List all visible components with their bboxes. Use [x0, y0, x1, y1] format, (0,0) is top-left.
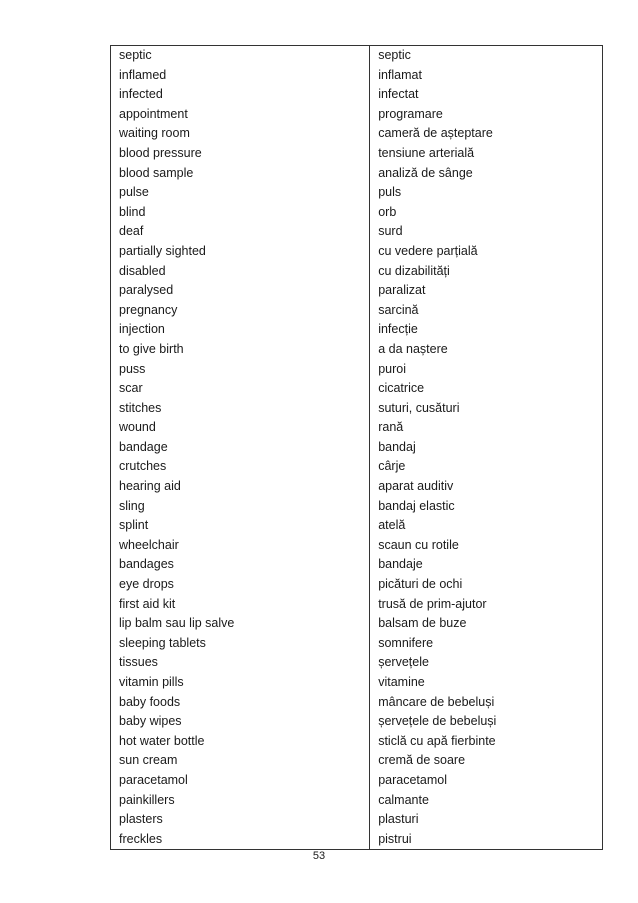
table-row: [111, 66, 603, 86]
romanian-term: puroi: [370, 360, 603, 380]
table-row: [111, 144, 603, 164]
english-term: sun cream: [111, 751, 370, 771]
english-term: septic: [111, 46, 370, 66]
romanian-term: bandaj: [370, 438, 603, 458]
english-term: disabled: [111, 262, 370, 282]
vocabulary-table: [110, 45, 603, 850]
romanian-term: paracetamol: [370, 771, 603, 791]
english-term: plasters: [111, 810, 370, 830]
romanian-term: cu dizabilități: [370, 262, 603, 282]
english-term: lip balm sau lip salve: [111, 614, 370, 634]
table-row: [111, 242, 603, 262]
table-row: [111, 555, 603, 575]
romanian-term: inflamat: [370, 66, 603, 86]
romanian-term: mâncare de bebeluși: [370, 693, 603, 713]
english-term: wheelchair: [111, 536, 370, 556]
english-term: stitches: [111, 399, 370, 419]
romanian-term: rană: [370, 418, 603, 438]
english-term: partially sighted: [111, 242, 370, 262]
english-term: tissues: [111, 653, 370, 673]
table-row: [111, 340, 603, 360]
english-term: paracetamol: [111, 771, 370, 791]
romanian-term: septic: [370, 46, 603, 66]
table-row: [111, 379, 603, 399]
english-term: deaf: [111, 222, 370, 242]
table-row: [111, 497, 603, 517]
romanian-term: atelă: [370, 516, 603, 536]
romanian-term: sticlă cu apă fierbinte: [370, 732, 603, 752]
table-row: [111, 320, 603, 340]
table-row: [111, 536, 603, 556]
romanian-term: analiză de sânge: [370, 164, 603, 184]
romanian-term: somnifere: [370, 634, 603, 654]
english-term: injection: [111, 320, 370, 340]
english-term: puss: [111, 360, 370, 380]
table-row: [111, 360, 603, 380]
english-term: pregnancy: [111, 301, 370, 321]
romanian-term: scaun cu rotile: [370, 536, 603, 556]
romanian-term: infecție: [370, 320, 603, 340]
romanian-term: programare: [370, 105, 603, 125]
page-number: 53: [312, 850, 326, 862]
romanian-term: bandaje: [370, 555, 603, 575]
english-term: bandages: [111, 555, 370, 575]
english-term: appointment: [111, 105, 370, 125]
english-term: crutches: [111, 457, 370, 477]
romanian-term: orb: [370, 203, 603, 223]
table-row: [111, 673, 603, 693]
table-row: [111, 281, 603, 301]
english-term: scar: [111, 379, 370, 399]
table-row: [111, 732, 603, 752]
english-term: paralysed: [111, 281, 370, 301]
english-term: baby foods: [111, 693, 370, 713]
romanian-term: cicatrice: [370, 379, 603, 399]
romanian-term: a da naștere: [370, 340, 603, 360]
romanian-term: vitamine: [370, 673, 603, 693]
table-row: [111, 46, 603, 66]
table-row: [111, 791, 603, 811]
english-term: splint: [111, 516, 370, 536]
table-row: [111, 164, 603, 184]
table-row: [111, 438, 603, 458]
table-row: [111, 751, 603, 771]
romanian-term: suturi, cusături: [370, 399, 603, 419]
table-row: [111, 693, 603, 713]
table-row: [111, 124, 603, 144]
english-term: waiting room: [111, 124, 370, 144]
english-term: painkillers: [111, 791, 370, 811]
table-row: [111, 810, 603, 830]
english-term: blind: [111, 203, 370, 223]
english-term: bandage: [111, 438, 370, 458]
english-term: wound: [111, 418, 370, 438]
romanian-term: calmante: [370, 791, 603, 811]
table-row: [111, 653, 603, 673]
english-term: eye drops: [111, 575, 370, 595]
romanian-term: balsam de buze: [370, 614, 603, 634]
table-row: [111, 516, 603, 536]
english-term: first aid kit: [111, 595, 370, 615]
table-row: [111, 457, 603, 477]
table-row: [111, 771, 603, 791]
english-term: inflamed: [111, 66, 370, 86]
romanian-term: trusă de prim-ajutor: [370, 595, 603, 615]
romanian-term: cremă de soare: [370, 751, 603, 771]
table-row: [111, 301, 603, 321]
table-row: [111, 262, 603, 282]
english-term: blood sample: [111, 164, 370, 184]
english-term: infected: [111, 85, 370, 105]
english-term: freckles: [111, 830, 370, 850]
table-row: [111, 399, 603, 419]
romanian-term: sarcină: [370, 301, 603, 321]
romanian-term: picături de ochi: [370, 575, 603, 595]
table-row: [111, 830, 603, 850]
table-row: [111, 614, 603, 634]
romanian-term: plasturi: [370, 810, 603, 830]
table-row: [111, 418, 603, 438]
table-row: [111, 222, 603, 242]
table-row: [111, 183, 603, 203]
english-term: sling: [111, 497, 370, 517]
english-term: sleeping tablets: [111, 634, 370, 654]
romanian-term: șervețele: [370, 653, 603, 673]
romanian-term: surd: [370, 222, 603, 242]
romanian-term: cameră de așteptare: [370, 124, 603, 144]
romanian-term: paralizat: [370, 281, 603, 301]
romanian-term: infectat: [370, 85, 603, 105]
english-term: hot water bottle: [111, 732, 370, 752]
table-row: [111, 85, 603, 105]
english-term: vitamin pills: [111, 673, 370, 693]
english-term: pulse: [111, 183, 370, 203]
romanian-term: cârje: [370, 457, 603, 477]
romanian-term: tensiune arterială: [370, 144, 603, 164]
table-row: [111, 105, 603, 125]
english-term: blood pressure: [111, 144, 370, 164]
romanian-term: pistrui: [370, 830, 603, 850]
romanian-term: aparat auditiv: [370, 477, 603, 497]
vocabulary-table-body: [111, 46, 603, 850]
romanian-term: șervețele de bebeluși: [370, 712, 603, 732]
english-term: baby wipes: [111, 712, 370, 732]
table-row: [111, 595, 603, 615]
table-row: [111, 712, 603, 732]
table-row: [111, 575, 603, 595]
english-term: hearing aid: [111, 477, 370, 497]
romanian-term: puls: [370, 183, 603, 203]
romanian-term: bandaj elastic: [370, 497, 603, 517]
romanian-term: cu vedere parțială: [370, 242, 603, 262]
table-row: [111, 203, 603, 223]
table-row: [111, 634, 603, 654]
english-term: to give birth: [111, 340, 370, 360]
table-row: [111, 477, 603, 497]
